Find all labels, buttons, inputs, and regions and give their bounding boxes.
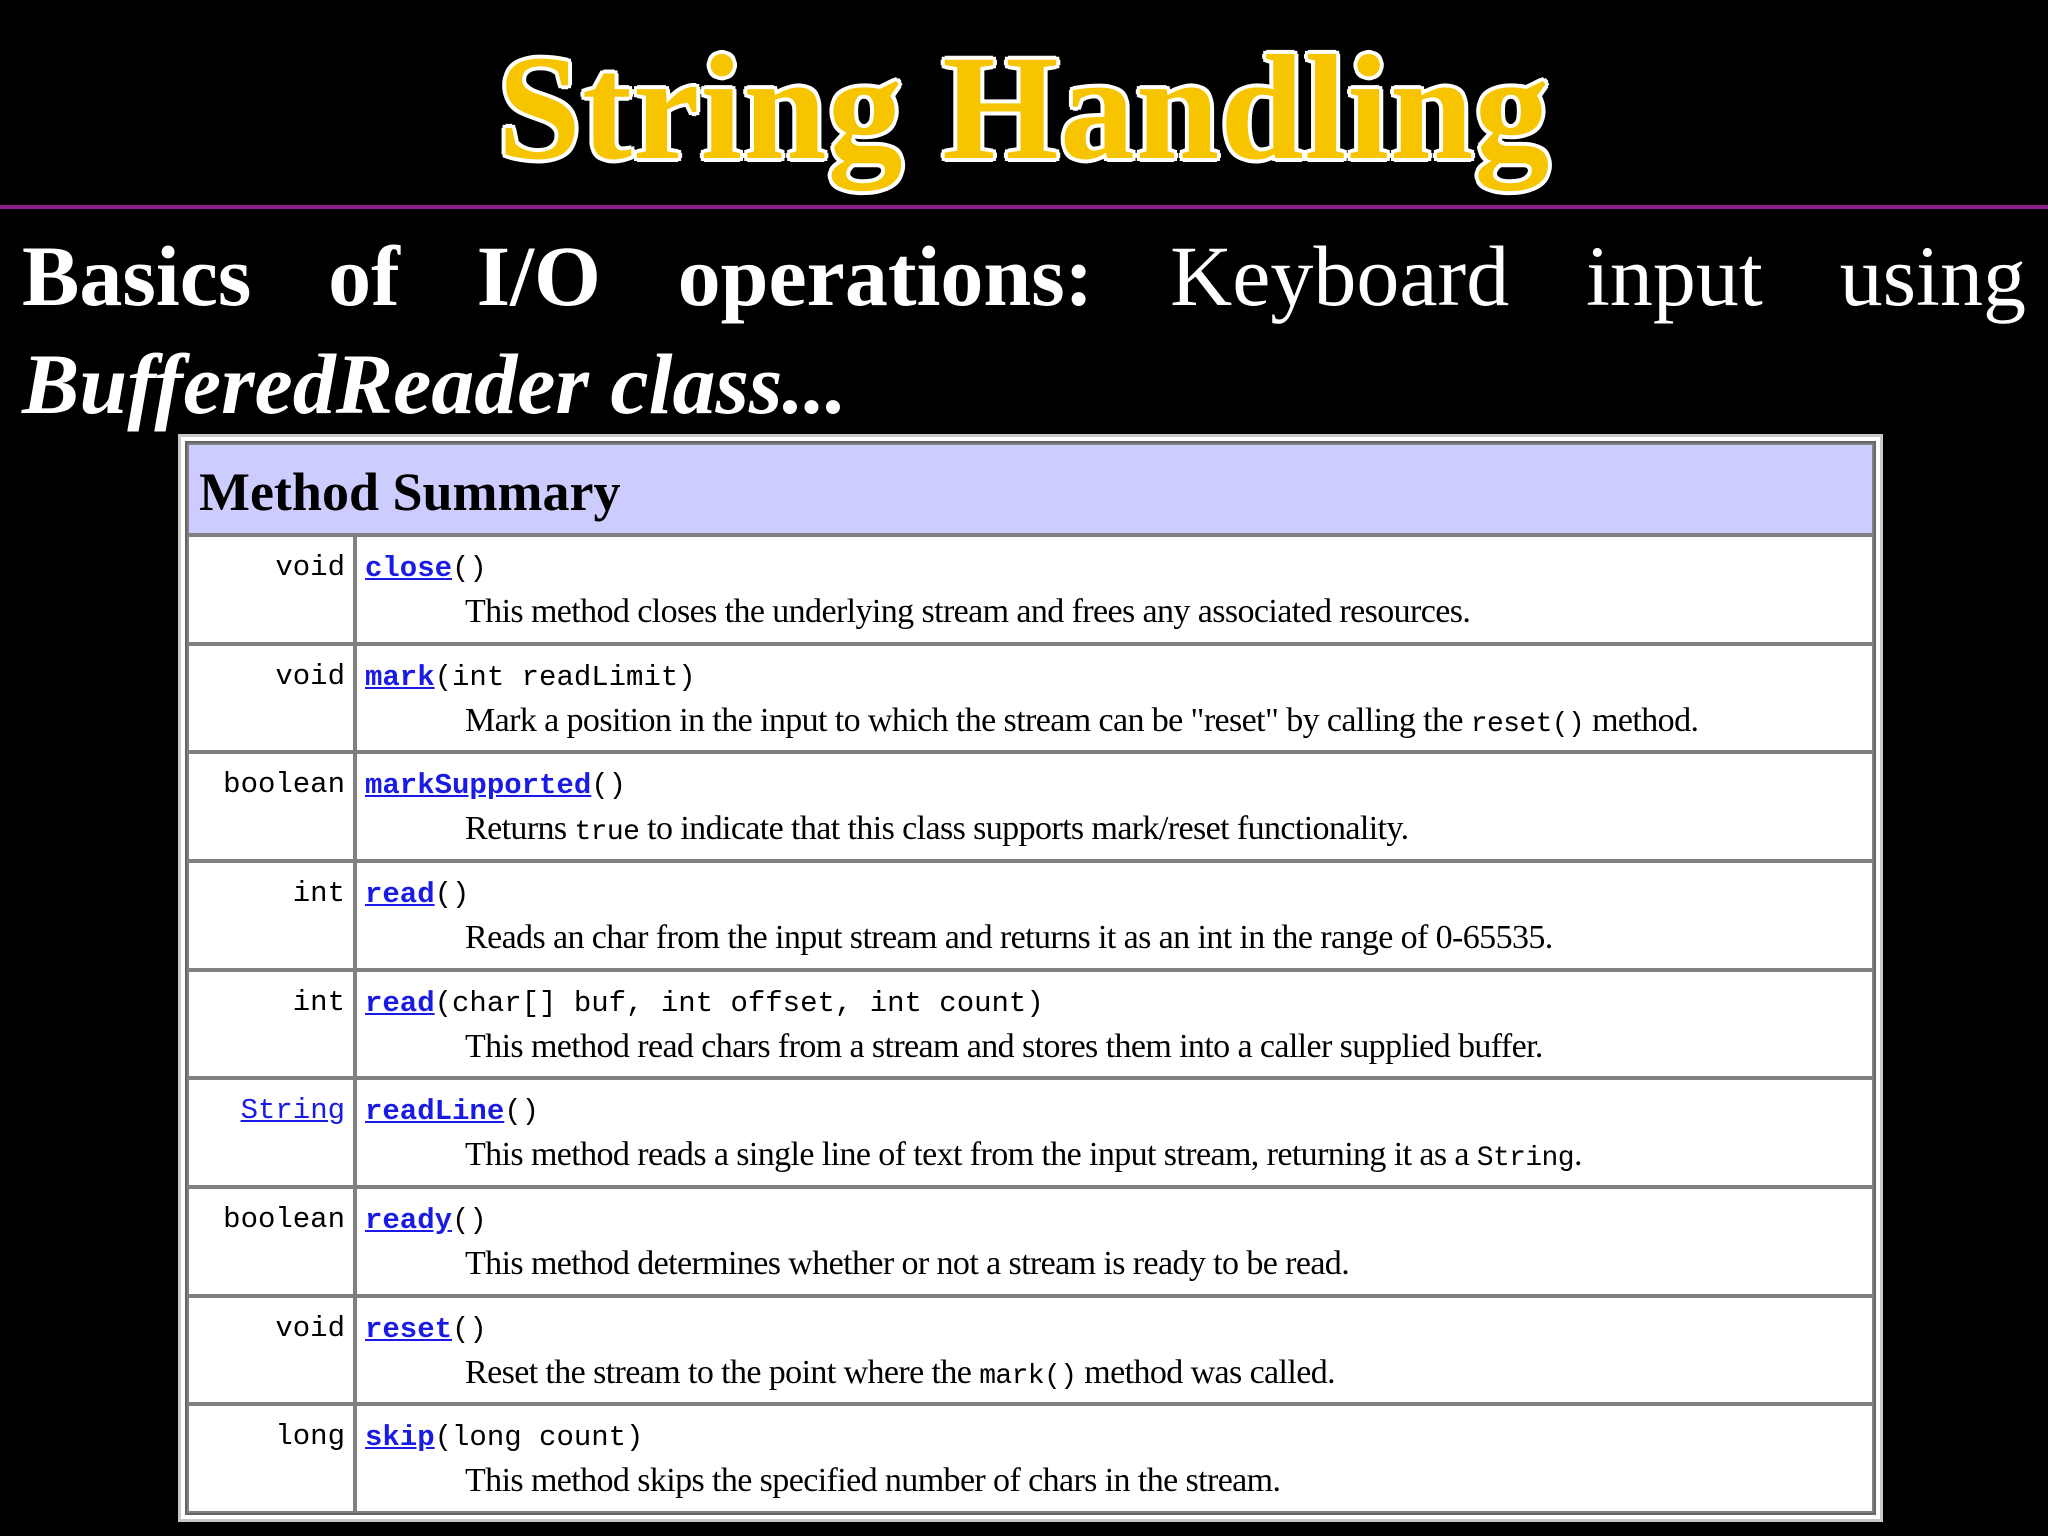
method-cell (355, 1187, 1874, 1296)
subtitle-word: operations: (677, 228, 1094, 324)
slide-subtitle (22, 222, 2026, 438)
method-name-link[interactable]: read (365, 877, 435, 911)
method-params: (char[] buf, int offset, int count) (434, 986, 1044, 1020)
method-name-link[interactable]: reset (365, 1312, 453, 1346)
method-name-link[interactable]: skip (365, 1421, 435, 1455)
return-type-cell (187, 1296, 355, 1405)
subtitle-word: using (1839, 228, 2026, 324)
method-name-link[interactable]: ready (365, 1203, 453, 1237)
return-type: int (292, 876, 345, 910)
method-description (365, 1241, 1864, 1291)
slide-title: String Handling (497, 25, 1551, 191)
subtitle-line-2: BufferedReader class... (22, 336, 847, 432)
method-summary-panel (178, 434, 1883, 1522)
method-description (365, 915, 1864, 965)
method-params: () (452, 1203, 487, 1237)
subtitle-word: Keyboard (1170, 228, 1510, 324)
method-description (365, 1458, 1864, 1508)
subtitle-word: input (1586, 228, 1763, 324)
method-signature (365, 877, 1864, 913)
return-type-cell (187, 1187, 355, 1296)
return-type-cell (187, 1078, 355, 1187)
method-params: () (591, 769, 627, 803)
return-type-cell (187, 752, 355, 861)
description-code: mark() (979, 1360, 1077, 1392)
table-row (187, 1404, 1874, 1513)
table-row (187, 644, 1874, 753)
description-text: Mark a position in the input to which the stream can be "reset" by calling the (465, 701, 1471, 739)
table-row (187, 861, 1874, 970)
return-type-cell (187, 535, 355, 644)
method-signature (365, 1094, 1864, 1130)
method-name-link[interactable]: mark (365, 660, 435, 694)
title-divider (0, 205, 2048, 209)
return-type: void (275, 1311, 345, 1345)
method-params: () (434, 877, 470, 911)
method-name-link[interactable]: markSupported (365, 769, 592, 803)
method-signature (365, 1420, 1864, 1456)
description-code: true (574, 817, 640, 849)
return-type: void (275, 551, 345, 584)
table-row (187, 1296, 1874, 1405)
description-text: to indicate that this class supports mark/reset functionality. (639, 810, 1409, 848)
return-type-cell (187, 1404, 355, 1513)
table-row (187, 535, 1874, 644)
method-description (365, 1350, 1864, 1400)
method-params: () (452, 552, 487, 585)
table-header-row (187, 443, 1874, 535)
method-cell (355, 1296, 1874, 1405)
return-type: long (275, 1420, 345, 1454)
method-signature (365, 1312, 1864, 1348)
method-cell (355, 861, 1874, 970)
subtitle-line-1 (22, 222, 2026, 330)
method-cell (355, 644, 1874, 753)
table-row (187, 752, 1874, 861)
method-cell (355, 1404, 1874, 1513)
subtitle-word: I/O (476, 228, 601, 324)
description-text: . (1573, 1136, 1582, 1174)
return-type-cell (187, 644, 355, 753)
method-signature (365, 551, 1864, 587)
description-text: Reads an char from the input stream and returns it as an int in the range of 0-65535. (465, 918, 1553, 956)
method-params: (long count) (434, 1421, 644, 1455)
return-type-cell (187, 970, 355, 1079)
method-name-link[interactable]: read (365, 986, 435, 1020)
method-cell (355, 535, 1874, 644)
method-params: () (504, 1095, 540, 1129)
description-text: This method skips the specified number of chars in the stream. (465, 1462, 1281, 1500)
table-row (187, 1078, 1874, 1187)
method-description (365, 806, 1864, 856)
return-type: boolean (223, 768, 345, 802)
method-signature (365, 1203, 1864, 1239)
description-text: method. (1584, 701, 1699, 739)
return-type: boolean (223, 1202, 345, 1236)
description-text: This method determines whether or not a stream is ready to be read. (465, 1244, 1350, 1282)
method-signature (365, 986, 1864, 1022)
return-type: int (292, 985, 345, 1019)
description-text: Reset the stream to the point where the (465, 1353, 980, 1391)
method-name-link[interactable]: close (365, 552, 453, 585)
table-row (187, 1187, 1874, 1296)
description-text: This method read chars from a stream and stores them into a caller supplied buffer. (465, 1027, 1543, 1065)
table-row (187, 970, 1874, 1079)
method-params: () (452, 1312, 487, 1346)
description-text: This method reads a single line of text from the input stream, returning it as a (465, 1136, 1477, 1174)
method-cell (355, 970, 1874, 1079)
method-description (365, 1132, 1864, 1182)
method-description (365, 589, 1864, 639)
method-summary-table (185, 441, 1876, 1515)
method-description (365, 1024, 1864, 1074)
description-text: Returns (465, 810, 575, 848)
method-cell (355, 1078, 1874, 1187)
method-params: (int readLimit) (434, 660, 696, 694)
return-type: void (275, 659, 345, 693)
description-code: reset() (1470, 708, 1585, 740)
method-name-link[interactable]: readLine (365, 1095, 505, 1129)
table-header: Method Summary (187, 443, 1874, 535)
method-description (365, 698, 1864, 748)
method-signature (365, 660, 1864, 696)
description-text: method was called. (1076, 1353, 1336, 1391)
method-signature (365, 768, 1864, 804)
description-code: String (1476, 1143, 1574, 1175)
description-text: This method closes the underlying stream and frees any associated resources. (465, 593, 1471, 630)
method-cell (355, 752, 1874, 861)
subtitle-word: of (328, 228, 400, 324)
return-type-link[interactable]: String (240, 1094, 345, 1128)
return-type-cell (187, 861, 355, 970)
subtitle-word: Basics (22, 228, 252, 324)
